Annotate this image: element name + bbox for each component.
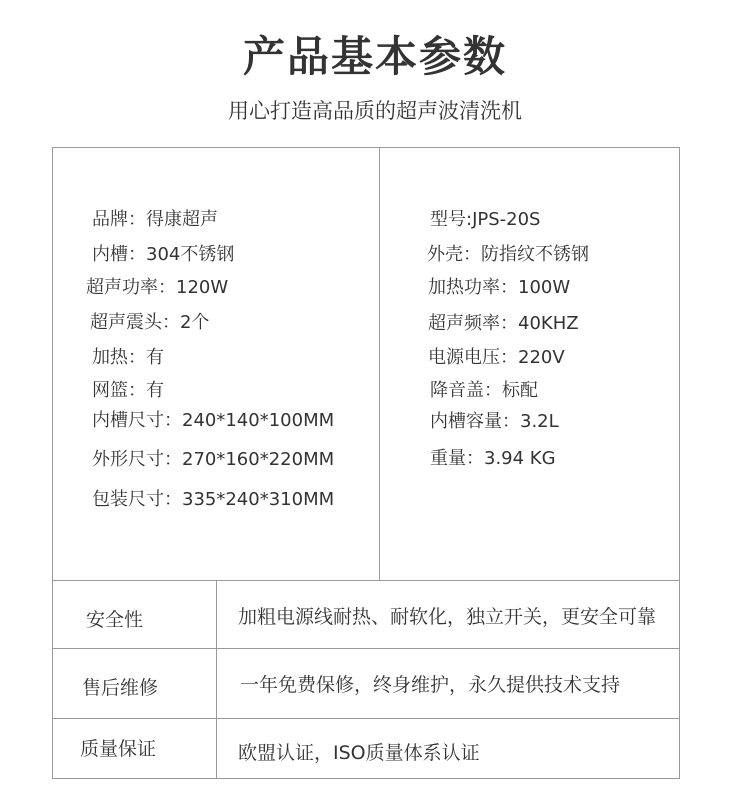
spec-outer-size: 外形尺寸：270*160*220MM [92,449,335,470]
spec-inner-size: 内槽尺寸：240*140*100MM [92,410,335,431]
spec-voltage: 电源电压：220V [428,347,565,368]
spec-inner-tank: 内槽：304不锈钢 [92,244,235,265]
label-column-divider [216,580,217,779]
spec-capacity: 内槽容量：3.2L [430,411,559,432]
spec-basket: 网篮：有 [92,380,164,401]
spec-weight: 重量：3.94 KG [430,448,556,469]
page-subtitle: 用心打造高品质的超声波清洗机 [228,99,522,123]
row-label-after-sales: 售后维修 [82,677,159,699]
row-value-after-sales: 一年免费保修，终身维护，永久提供技术支持 [240,674,621,696]
spec-model: 型号:JPS-20S [430,209,541,230]
row-divider [52,718,680,719]
spec-housing: 外壳：防指纹不锈钢 [427,244,589,265]
spec-heating: 加热：有 [92,347,164,368]
spec-frequency: 超声频率：40KHZ [428,313,579,334]
spec-noise-cover: 降音盖：标配 [430,380,538,401]
spec-package-size: 包装尺寸：335*240*310MM [92,489,335,510]
spec-ultrasonic-power: 超声功率：120W [86,277,229,298]
row-value-safety: 加粗电源线耐热、耐软化，独立开关，更安全可靠 [238,606,657,628]
row-divider [52,580,680,581]
row-divider [52,648,680,649]
spec-transducers: 超声震头：2个 [90,312,210,333]
row-label-quality: 质量保证 [80,738,157,760]
page-title: 产品基本参数 [242,32,507,81]
row-value-quality: 欧盟认证，ISO质量体系认证 [238,742,480,764]
spec-brand: 品牌：得康超声 [92,209,218,230]
row-label-safety: 安全性 [86,609,144,631]
spec-heating-power: 加热功率：100W [428,277,571,298]
spec-column-divider [379,147,380,581]
